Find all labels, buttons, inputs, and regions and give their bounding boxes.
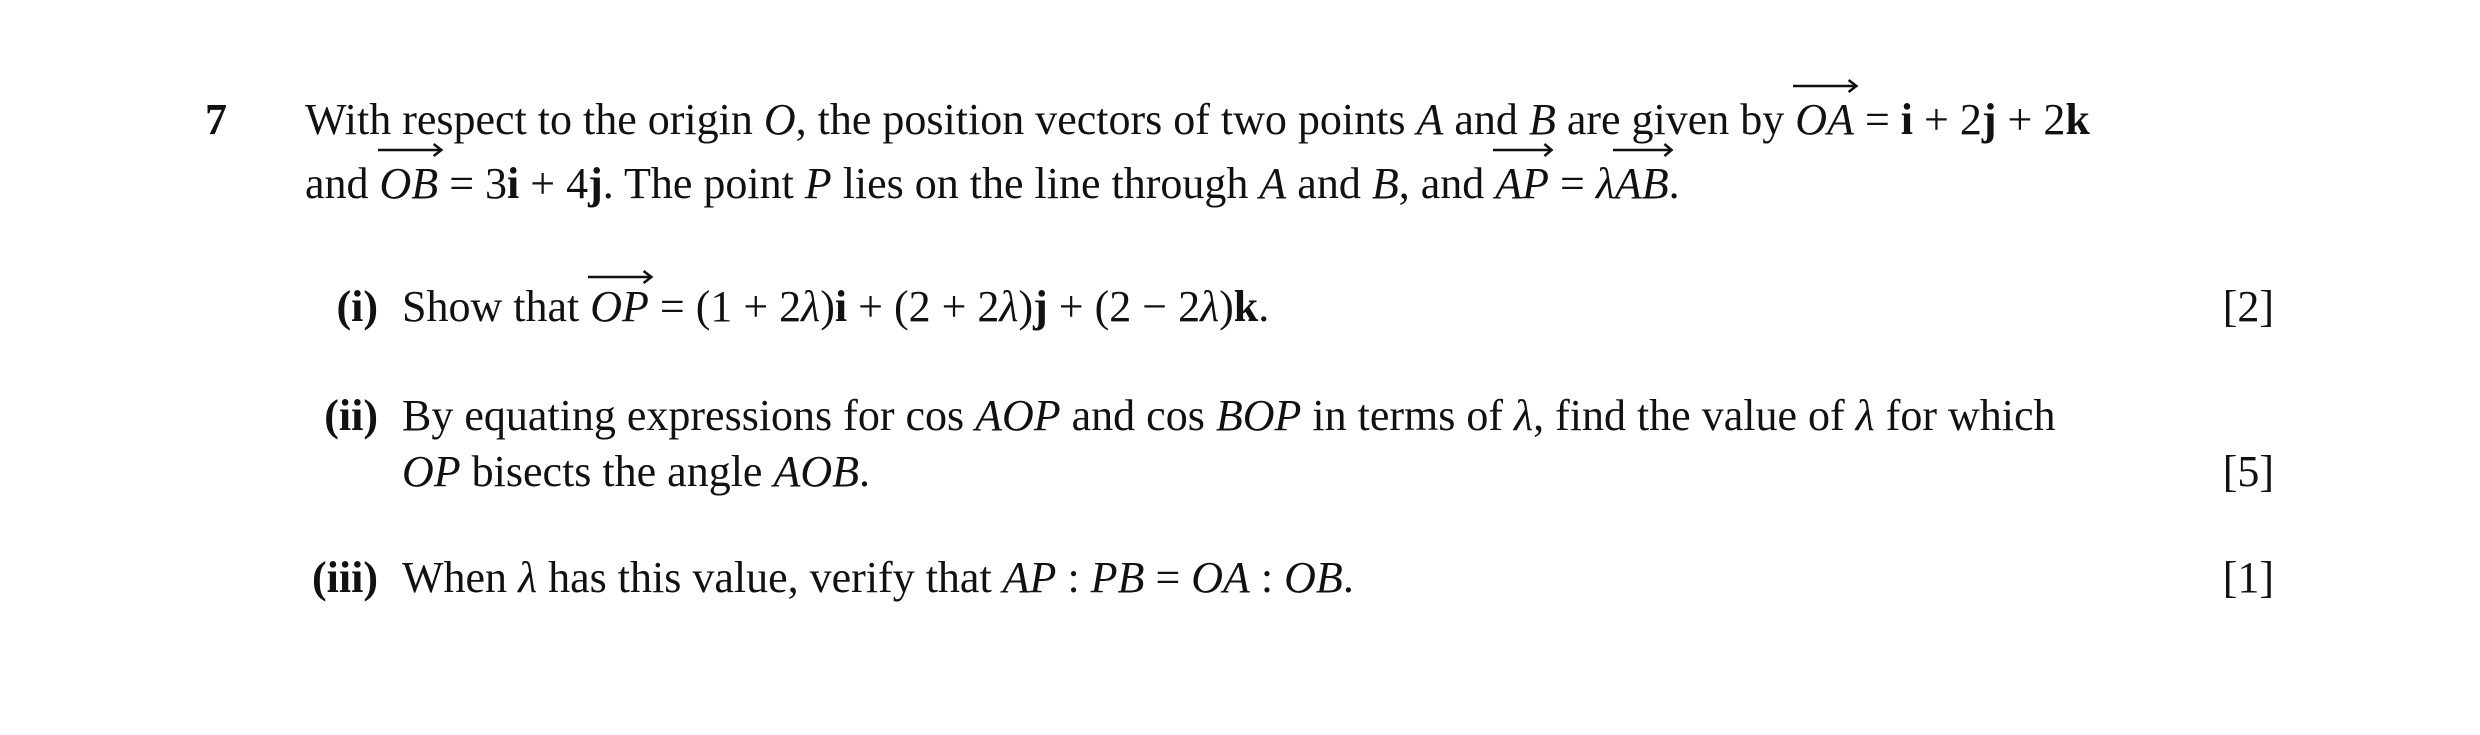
unit-vector-k: k [2065,95,2090,144]
unit-vector-j: j [588,159,603,208]
angle-AOB: AOB [773,447,859,496]
part-text-span: By equating expressions for cos [402,391,976,440]
part-text-span: When [402,553,519,602]
part-text-span: + (2 − 2 [1047,282,1201,331]
part-text-span: , find the value of [1533,391,1856,440]
part-text-span: . [1342,553,1354,602]
lambda-symbol: λ [518,553,538,602]
stem-text: and [305,159,380,208]
lambda-symbol: λ [1200,282,1220,331]
segment-OA: OA [1191,553,1250,602]
part-text-span: . [858,447,870,496]
part-text-span: . [1258,282,1270,331]
segment-OP: OP [402,447,461,496]
part-text-span: ) [820,282,835,331]
part-text [402,550,1354,606]
stem-text: and [1443,95,1529,144]
stem-text: = [1853,95,1901,144]
lambda-symbol: λ [1514,391,1534,440]
part-text-span: and cos [1060,391,1216,440]
lambda-symbol: λ [801,282,821,331]
part-ii [0,388,2480,500]
part-text-line-1 [402,388,2056,444]
lambda-symbol: λ [1595,159,1615,208]
vector-OA-text: OA [1795,95,1854,144]
part-text-span: ) [1018,282,1034,331]
part-text-span: in terms of [1301,391,1515,440]
marks-badge: [5] [2222,447,2274,496]
segment-AP: AP [1002,553,1057,602]
stem-text: and [1286,159,1372,208]
stem-text: . The point [602,159,805,208]
unit-vector-k: k [1233,282,1259,331]
part-iii [0,550,2480,606]
unit-vector-i: i [1900,95,1914,144]
vector-arrow-icon [588,269,653,285]
unit-vector-j: j [1981,95,1997,144]
question-stem [305,88,2305,216]
segment-PB: PB [1090,553,1145,602]
part-text [402,279,1269,335]
stem-line-2 [305,152,2305,216]
stem-text: + 2 [1913,95,1982,144]
vector-arrow-icon [1793,78,1858,94]
stem-text: are given by [1555,95,1796,144]
marks-badge: [2] [2222,282,2274,331]
part-text-line-2 [402,444,870,500]
part-label: (iii) [312,553,378,602]
stem-text: = [1549,159,1596,208]
part-text-span: Show that [402,282,591,331]
stem-text: + 4 [519,159,589,208]
point-O: O [763,95,796,144]
angle-AOP: AOP [975,391,1061,440]
stem-text: With respect to the origin [305,95,764,144]
vector-OP-text: OP [590,282,649,331]
stem-text: , and [1398,159,1496,208]
part-text-span: : [1249,553,1285,602]
unit-vector-j: j [1033,282,1048,331]
stem-text: . [1668,159,1680,208]
vector-AP-text: AP [1495,159,1550,208]
part-text-span: ) [1219,282,1234,331]
vector-OP [590,279,649,335]
part-text-span: : [1056,553,1091,602]
vector-OB-text: OB [379,159,439,208]
stem-line-1 [305,88,2305,152]
angle-BOP: BOP [1215,391,1302,440]
lambda-symbol: λ [999,282,1019,331]
unit-vector-i: i [834,282,848,331]
stem-text: lies on the line through [831,159,1260,208]
point-P: P [804,159,832,208]
stem-text: + 2 [1996,95,2066,144]
part-label: (i) [336,282,378,331]
question-number: 7 [205,95,227,144]
point-A: A [1259,159,1287,208]
vector-AB [1615,152,1669,216]
vector-AB-text: AB [1614,159,1669,208]
vector-AP [1495,152,1549,216]
part-text-span: = (1 + 2 [648,282,802,331]
part-text-span: = [1144,553,1192,602]
vector-OA [1795,88,1854,152]
point-B: B [1371,159,1399,208]
part-text-span: bisects the angle [460,447,774,496]
stem-text: = 3 [438,159,508,208]
vector-arrow-icon [1493,142,1553,158]
stem-text: , the position vectors of two points [795,95,1417,144]
vector-arrow-icon [378,142,443,158]
marks-badge: [1] [2222,553,2274,602]
vector-OB [380,152,439,216]
part-text-span: has this value, verify that [537,553,1003,602]
part-text-span: for which [1874,391,2056,440]
unit-vector-i: i [507,159,520,208]
point-A: A [1416,95,1444,144]
segment-OB: OB [1284,553,1343,602]
part-text-span: + (2 + 2 [847,282,1000,331]
part-i [0,279,2480,335]
vector-arrow-icon [1613,142,1673,158]
lambda-symbol: λ [1855,391,1875,440]
part-label: (ii) [324,391,378,440]
point-B: B [1528,95,1556,144]
